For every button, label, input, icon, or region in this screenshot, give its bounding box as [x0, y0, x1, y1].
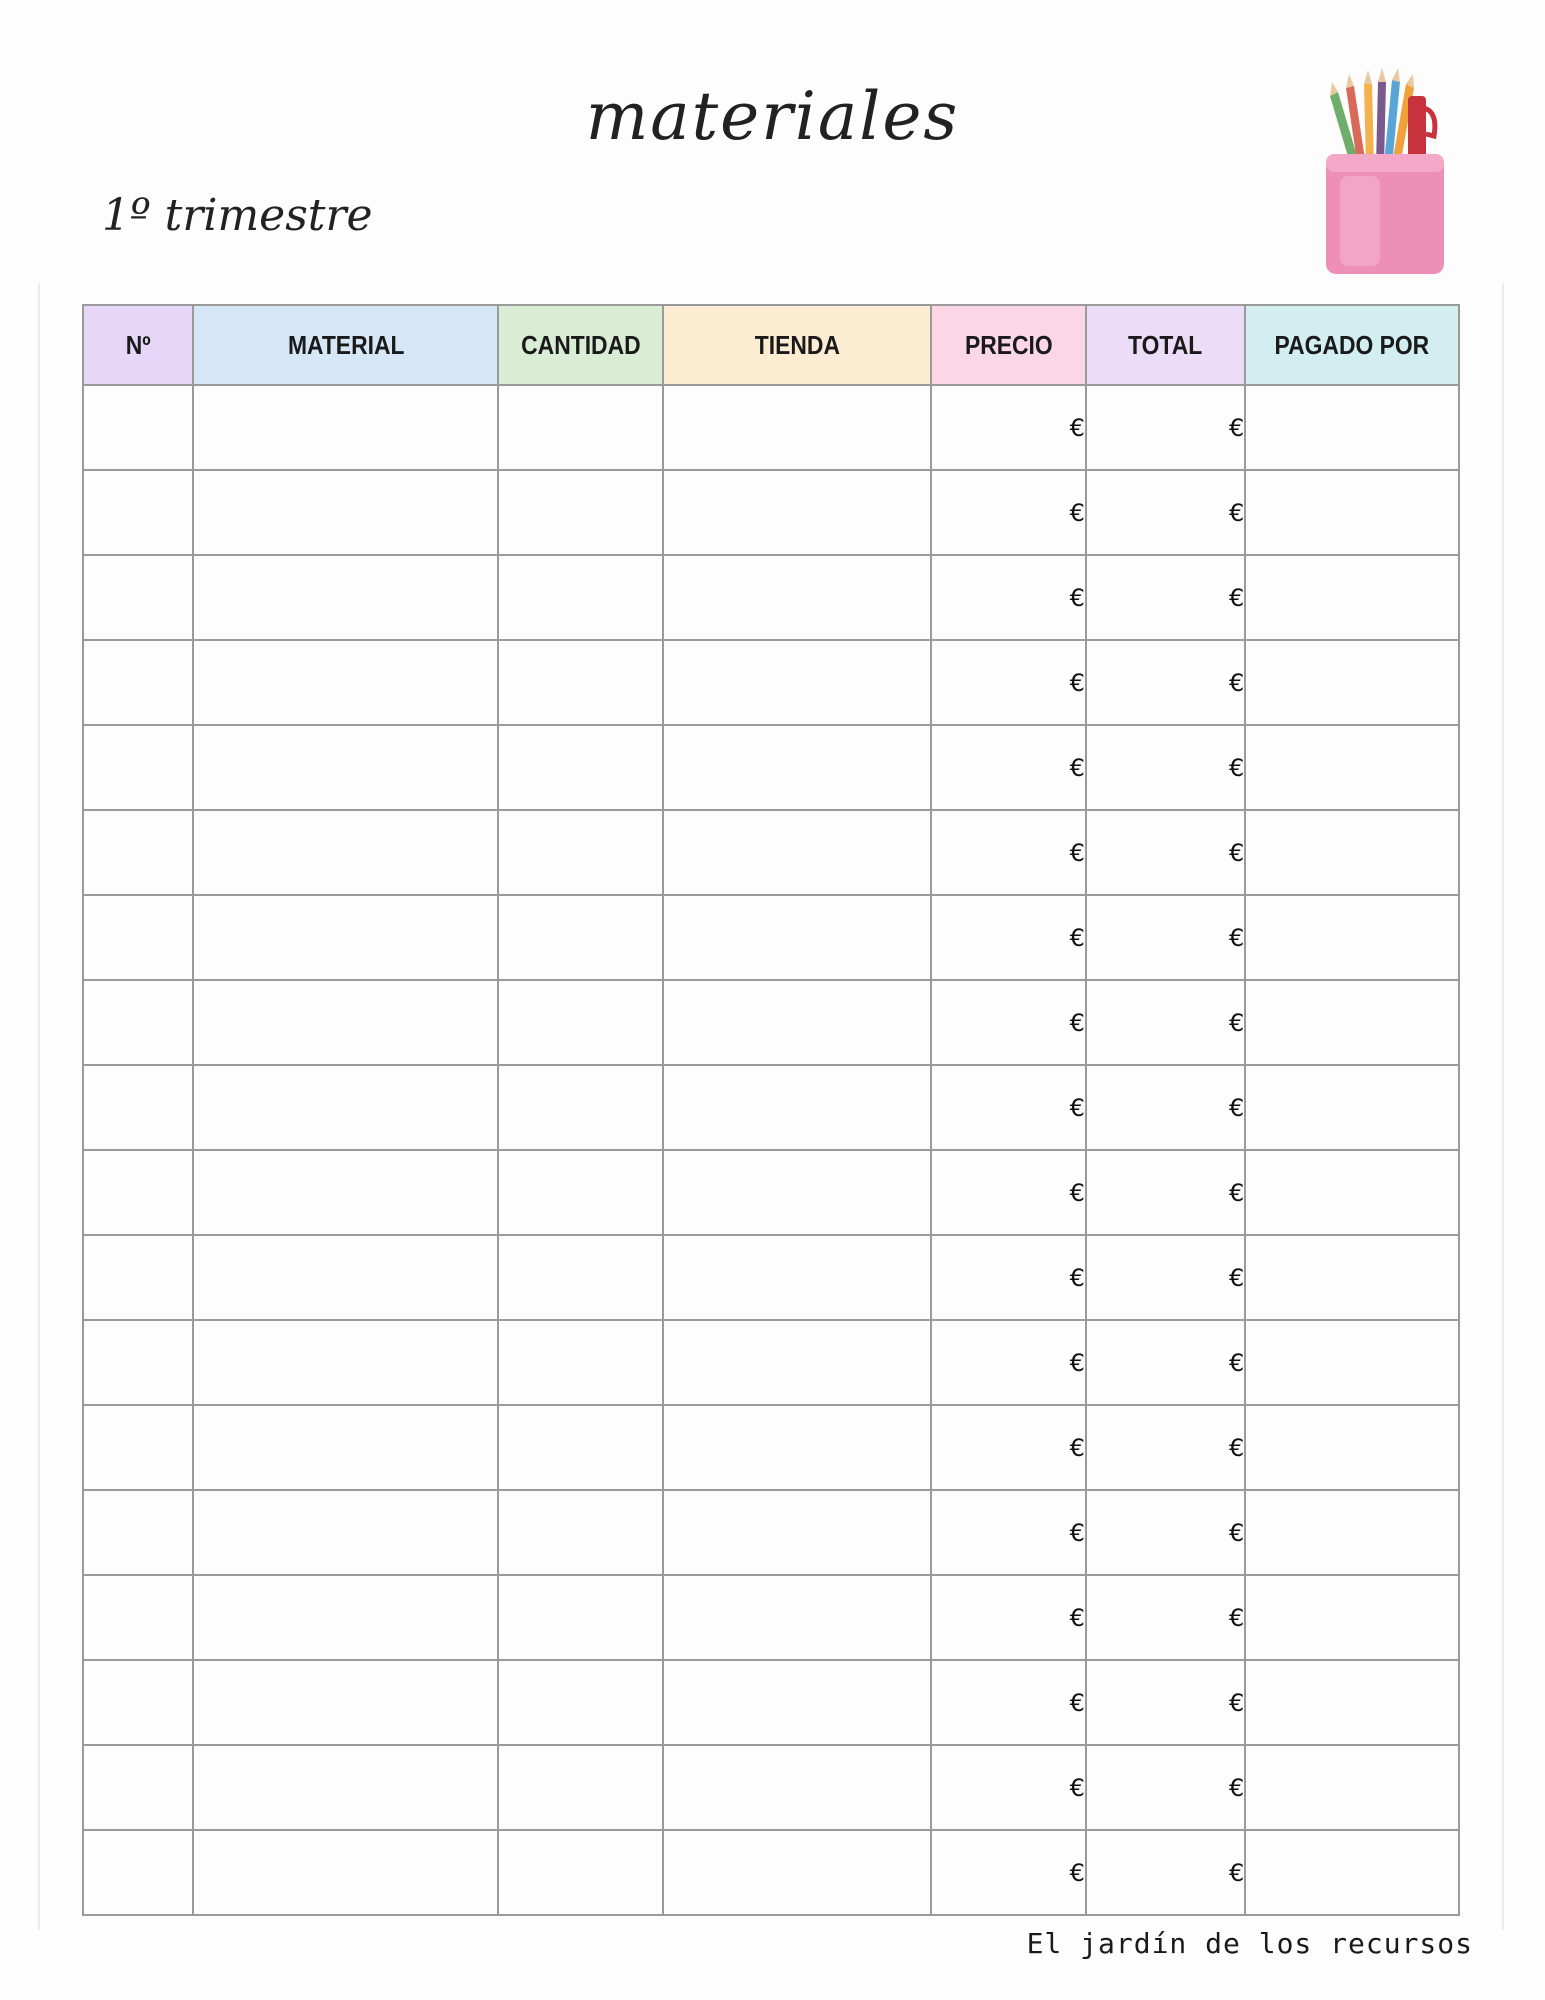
cell-number[interactable]	[83, 1660, 193, 1745]
cell-paid-by[interactable]	[1245, 810, 1459, 895]
table-row	[83, 470, 1459, 555]
cell-total[interactable]	[1086, 1065, 1245, 1150]
cell-number[interactable]	[83, 1830, 193, 1915]
currency-symbol: €	[1069, 1518, 1085, 1547]
currency-symbol: €	[1229, 1008, 1245, 1037]
cell-price[interactable]	[931, 555, 1085, 640]
cell-paid-by[interactable]	[1245, 895, 1459, 980]
cell-total[interactable]	[1086, 1660, 1245, 1745]
cell-quantity[interactable]	[498, 1065, 662, 1150]
cell-quantity[interactable]	[498, 1490, 662, 1575]
currency-symbol: €	[1069, 1433, 1085, 1462]
cell-material[interactable]	[193, 1065, 498, 1150]
cell-total[interactable]	[1086, 1745, 1245, 1830]
cell-store[interactable]	[663, 1575, 932, 1660]
cell-total[interactable]	[1086, 980, 1245, 1065]
cell-material[interactable]	[193, 1150, 498, 1235]
cell-paid-by[interactable]	[1245, 1235, 1459, 1320]
cell-paid-by[interactable]	[1245, 1830, 1459, 1915]
table-row	[83, 1150, 1459, 1235]
cell-price[interactable]	[931, 1065, 1085, 1150]
currency-symbol: €	[1229, 1433, 1245, 1462]
cell-quantity[interactable]	[498, 725, 662, 810]
cell-number[interactable]	[83, 980, 193, 1065]
cell-number[interactable]	[83, 725, 193, 810]
currency-symbol: €	[1229, 583, 1245, 612]
pencil-cup-icon	[1320, 66, 1454, 280]
table-row	[83, 1065, 1459, 1150]
cell-store[interactable]	[663, 1830, 932, 1915]
cell-number[interactable]	[83, 470, 193, 555]
column-header-label: MATERIAL	[287, 329, 404, 360]
cell-price[interactable]	[931, 1660, 1085, 1745]
currency-symbol: €	[1229, 668, 1245, 697]
cell-number[interactable]	[83, 810, 193, 895]
cell-store[interactable]	[663, 1490, 932, 1575]
currency-symbol: €	[1229, 1773, 1245, 1802]
table-row	[83, 1405, 1459, 1490]
column-header	[83, 305, 193, 385]
column-header	[1086, 305, 1245, 385]
cell-number[interactable]	[83, 1235, 193, 1320]
cell-total[interactable]	[1086, 725, 1245, 810]
page-edge-left	[38, 283, 40, 1930]
cell-material[interactable]	[193, 1490, 498, 1575]
cell-material[interactable]	[193, 725, 498, 810]
cell-quantity[interactable]	[498, 1830, 662, 1915]
currency-symbol: €	[1069, 1348, 1085, 1377]
cell-store[interactable]	[663, 1405, 932, 1490]
currency-symbol: €	[1069, 668, 1085, 697]
currency-symbol: €	[1229, 1348, 1245, 1377]
cell-price[interactable]	[931, 1320, 1085, 1405]
cell-quantity[interactable]	[498, 1660, 662, 1745]
cell-total[interactable]	[1086, 1235, 1245, 1320]
cell-paid-by[interactable]	[1245, 1150, 1459, 1235]
column-header-label: TIENDA	[754, 329, 840, 360]
cell-total[interactable]	[1086, 895, 1245, 980]
cell-total[interactable]	[1086, 1405, 1245, 1490]
table-row	[83, 640, 1459, 725]
cell-store[interactable]	[663, 470, 932, 555]
currency-symbol: €	[1069, 498, 1085, 527]
table-row	[83, 1830, 1459, 1915]
currency-symbol: €	[1229, 1518, 1245, 1547]
cell-material[interactable]	[193, 470, 498, 555]
column-header-label: PRECIO	[964, 329, 1053, 360]
table-row	[83, 810, 1459, 895]
currency-symbol: €	[1229, 1178, 1245, 1207]
cell-store[interactable]	[663, 725, 932, 810]
column-header-label: CANTIDAD	[520, 329, 641, 360]
cell-paid-by[interactable]	[1245, 1320, 1459, 1405]
cell-total[interactable]	[1086, 1490, 1245, 1575]
table-row	[83, 980, 1459, 1065]
table-row	[83, 725, 1459, 810]
cell-store[interactable]	[663, 1660, 932, 1745]
currency-symbol: €	[1069, 1178, 1085, 1207]
column-header	[1245, 305, 1459, 385]
column-header-label: PAGADO POR	[1274, 329, 1430, 360]
cell-number[interactable]	[83, 1320, 193, 1405]
currency-symbol: €	[1229, 838, 1245, 867]
cell-number[interactable]	[83, 1405, 193, 1490]
cell-total[interactable]	[1086, 810, 1245, 895]
cell-store[interactable]	[663, 980, 932, 1065]
currency-symbol: €	[1229, 923, 1245, 952]
cell-quantity[interactable]	[498, 1150, 662, 1235]
cell-paid-by[interactable]	[1245, 640, 1459, 725]
cell-paid-by[interactable]	[1245, 980, 1459, 1065]
table-row	[83, 1660, 1459, 1745]
cell-price[interactable]	[931, 980, 1085, 1065]
cell-number[interactable]	[83, 1490, 193, 1575]
cell-quantity[interactable]	[498, 1575, 662, 1660]
cell-number[interactable]	[83, 385, 193, 470]
cell-material[interactable]	[193, 810, 498, 895]
table-row	[83, 1490, 1459, 1575]
cell-total[interactable]	[1086, 385, 1245, 470]
cell-quantity[interactable]	[498, 1320, 662, 1405]
cell-number[interactable]	[83, 555, 193, 640]
currency-symbol: €	[1229, 1858, 1245, 1887]
table-row	[83, 895, 1459, 980]
page-edge-right	[1502, 283, 1504, 1930]
currency-symbol: €	[1069, 1263, 1085, 1292]
currency-symbol: €	[1229, 1093, 1245, 1122]
cell-quantity[interactable]	[498, 1235, 662, 1320]
cell-material[interactable]	[193, 1320, 498, 1405]
cell-price[interactable]	[931, 640, 1085, 725]
cell-quantity[interactable]	[498, 640, 662, 725]
cell-paid-by[interactable]	[1245, 1575, 1459, 1660]
cell-paid-by[interactable]	[1245, 385, 1459, 470]
cell-material[interactable]	[193, 1405, 498, 1490]
currency-symbol: €	[1069, 413, 1085, 442]
cell-quantity[interactable]	[498, 385, 662, 470]
column-header	[931, 305, 1085, 385]
cell-price[interactable]	[931, 1405, 1085, 1490]
table-row	[83, 1745, 1459, 1830]
cell-price[interactable]	[931, 470, 1085, 555]
cell-total[interactable]	[1086, 470, 1245, 555]
currency-symbol: €	[1069, 1773, 1085, 1802]
cell-store[interactable]	[663, 1235, 932, 1320]
cell-price[interactable]	[931, 810, 1085, 895]
cell-quantity[interactable]	[498, 1745, 662, 1830]
cell-material[interactable]	[193, 980, 498, 1065]
cell-store[interactable]	[663, 1150, 932, 1235]
cell-total[interactable]	[1086, 1575, 1245, 1660]
currency-symbol: €	[1069, 1603, 1085, 1632]
cell-total[interactable]	[1086, 555, 1245, 640]
cell-paid-by[interactable]	[1245, 1660, 1459, 1745]
currency-symbol: €	[1069, 583, 1085, 612]
cell-material[interactable]	[193, 555, 498, 640]
cell-price[interactable]	[931, 1490, 1085, 1575]
cell-number[interactable]	[83, 1575, 193, 1660]
cell-material[interactable]	[193, 1660, 498, 1745]
currency-symbol: €	[1229, 413, 1245, 442]
column-header	[663, 305, 932, 385]
currency-symbol: €	[1069, 1008, 1085, 1037]
cell-material[interactable]	[193, 1830, 498, 1915]
cell-quantity[interactable]	[498, 980, 662, 1065]
table-row	[83, 385, 1459, 470]
currency-symbol: €	[1069, 1858, 1085, 1887]
cell-total[interactable]	[1086, 1150, 1245, 1235]
column-header-label: Nº	[125, 329, 151, 360]
table-row	[83, 1235, 1459, 1320]
currency-symbol: €	[1069, 923, 1085, 952]
cell-price[interactable]	[931, 725, 1085, 810]
header-row	[83, 305, 1459, 385]
cell-price[interactable]	[931, 895, 1085, 980]
cell-number[interactable]	[83, 640, 193, 725]
currency-symbol: €	[1229, 1263, 1245, 1292]
cell-material[interactable]	[193, 640, 498, 725]
cell-material[interactable]	[193, 895, 498, 980]
cell-number[interactable]	[83, 1065, 193, 1150]
cell-paid-by[interactable]	[1245, 1065, 1459, 1150]
currency-symbol: €	[1069, 753, 1085, 782]
cell-store[interactable]	[663, 640, 932, 725]
cell-price[interactable]	[931, 1745, 1085, 1830]
page-title: materiales	[585, 78, 960, 155]
cell-quantity[interactable]	[498, 555, 662, 640]
cell-store[interactable]	[663, 810, 932, 895]
cell-price[interactable]	[931, 1575, 1085, 1660]
column-header	[193, 305, 498, 385]
currency-symbol: €	[1069, 1688, 1085, 1717]
cell-paid-by[interactable]	[1245, 555, 1459, 640]
currency-symbol: €	[1229, 1688, 1245, 1717]
cell-store[interactable]	[663, 385, 932, 470]
cell-store[interactable]	[663, 1065, 932, 1150]
cell-number[interactable]	[83, 1150, 193, 1235]
cell-price[interactable]	[931, 1150, 1085, 1235]
column-header	[498, 305, 662, 385]
cell-material[interactable]	[193, 1745, 498, 1830]
materials-table	[82, 304, 1460, 1916]
cell-material[interactable]	[193, 385, 498, 470]
cell-quantity[interactable]	[498, 810, 662, 895]
cell-price[interactable]	[931, 1235, 1085, 1320]
page-subtitle: 1º trimestre	[102, 190, 373, 241]
table-row	[83, 1575, 1459, 1660]
cell-paid-by[interactable]	[1245, 1405, 1459, 1490]
cell-store[interactable]	[663, 1745, 932, 1830]
cell-paid-by[interactable]	[1245, 1490, 1459, 1575]
cell-price[interactable]	[931, 385, 1085, 470]
column-header-label: TOTAL	[1128, 329, 1203, 360]
cell-total[interactable]	[1086, 1320, 1245, 1405]
footer-credit: El jardín de los recursos	[1026, 1927, 1473, 1960]
cell-quantity[interactable]	[498, 470, 662, 555]
table-row	[83, 1320, 1459, 1405]
cell-material[interactable]	[193, 1235, 498, 1320]
cell-price[interactable]	[931, 1830, 1085, 1915]
currency-symbol: €	[1069, 1093, 1085, 1122]
cell-quantity[interactable]	[498, 895, 662, 980]
cell-paid-by[interactable]	[1245, 470, 1459, 555]
cell-paid-by[interactable]	[1245, 1745, 1459, 1830]
cell-store[interactable]	[663, 1320, 932, 1405]
cell-paid-by[interactable]	[1245, 725, 1459, 810]
cell-number[interactable]	[83, 895, 193, 980]
cell-total[interactable]	[1086, 1830, 1245, 1915]
currency-symbol: €	[1229, 753, 1245, 782]
cell-store[interactable]	[663, 555, 932, 640]
cell-quantity[interactable]	[498, 1405, 662, 1490]
currency-symbol: €	[1229, 498, 1245, 527]
cell-store[interactable]	[663, 895, 932, 980]
table-body	[83, 385, 1459, 1915]
cell-number[interactable]	[83, 1745, 193, 1830]
cell-material[interactable]	[193, 1575, 498, 1660]
table-row	[83, 555, 1459, 640]
currency-symbol: €	[1069, 838, 1085, 867]
currency-symbol: €	[1229, 1603, 1245, 1632]
cell-total[interactable]	[1086, 640, 1245, 725]
